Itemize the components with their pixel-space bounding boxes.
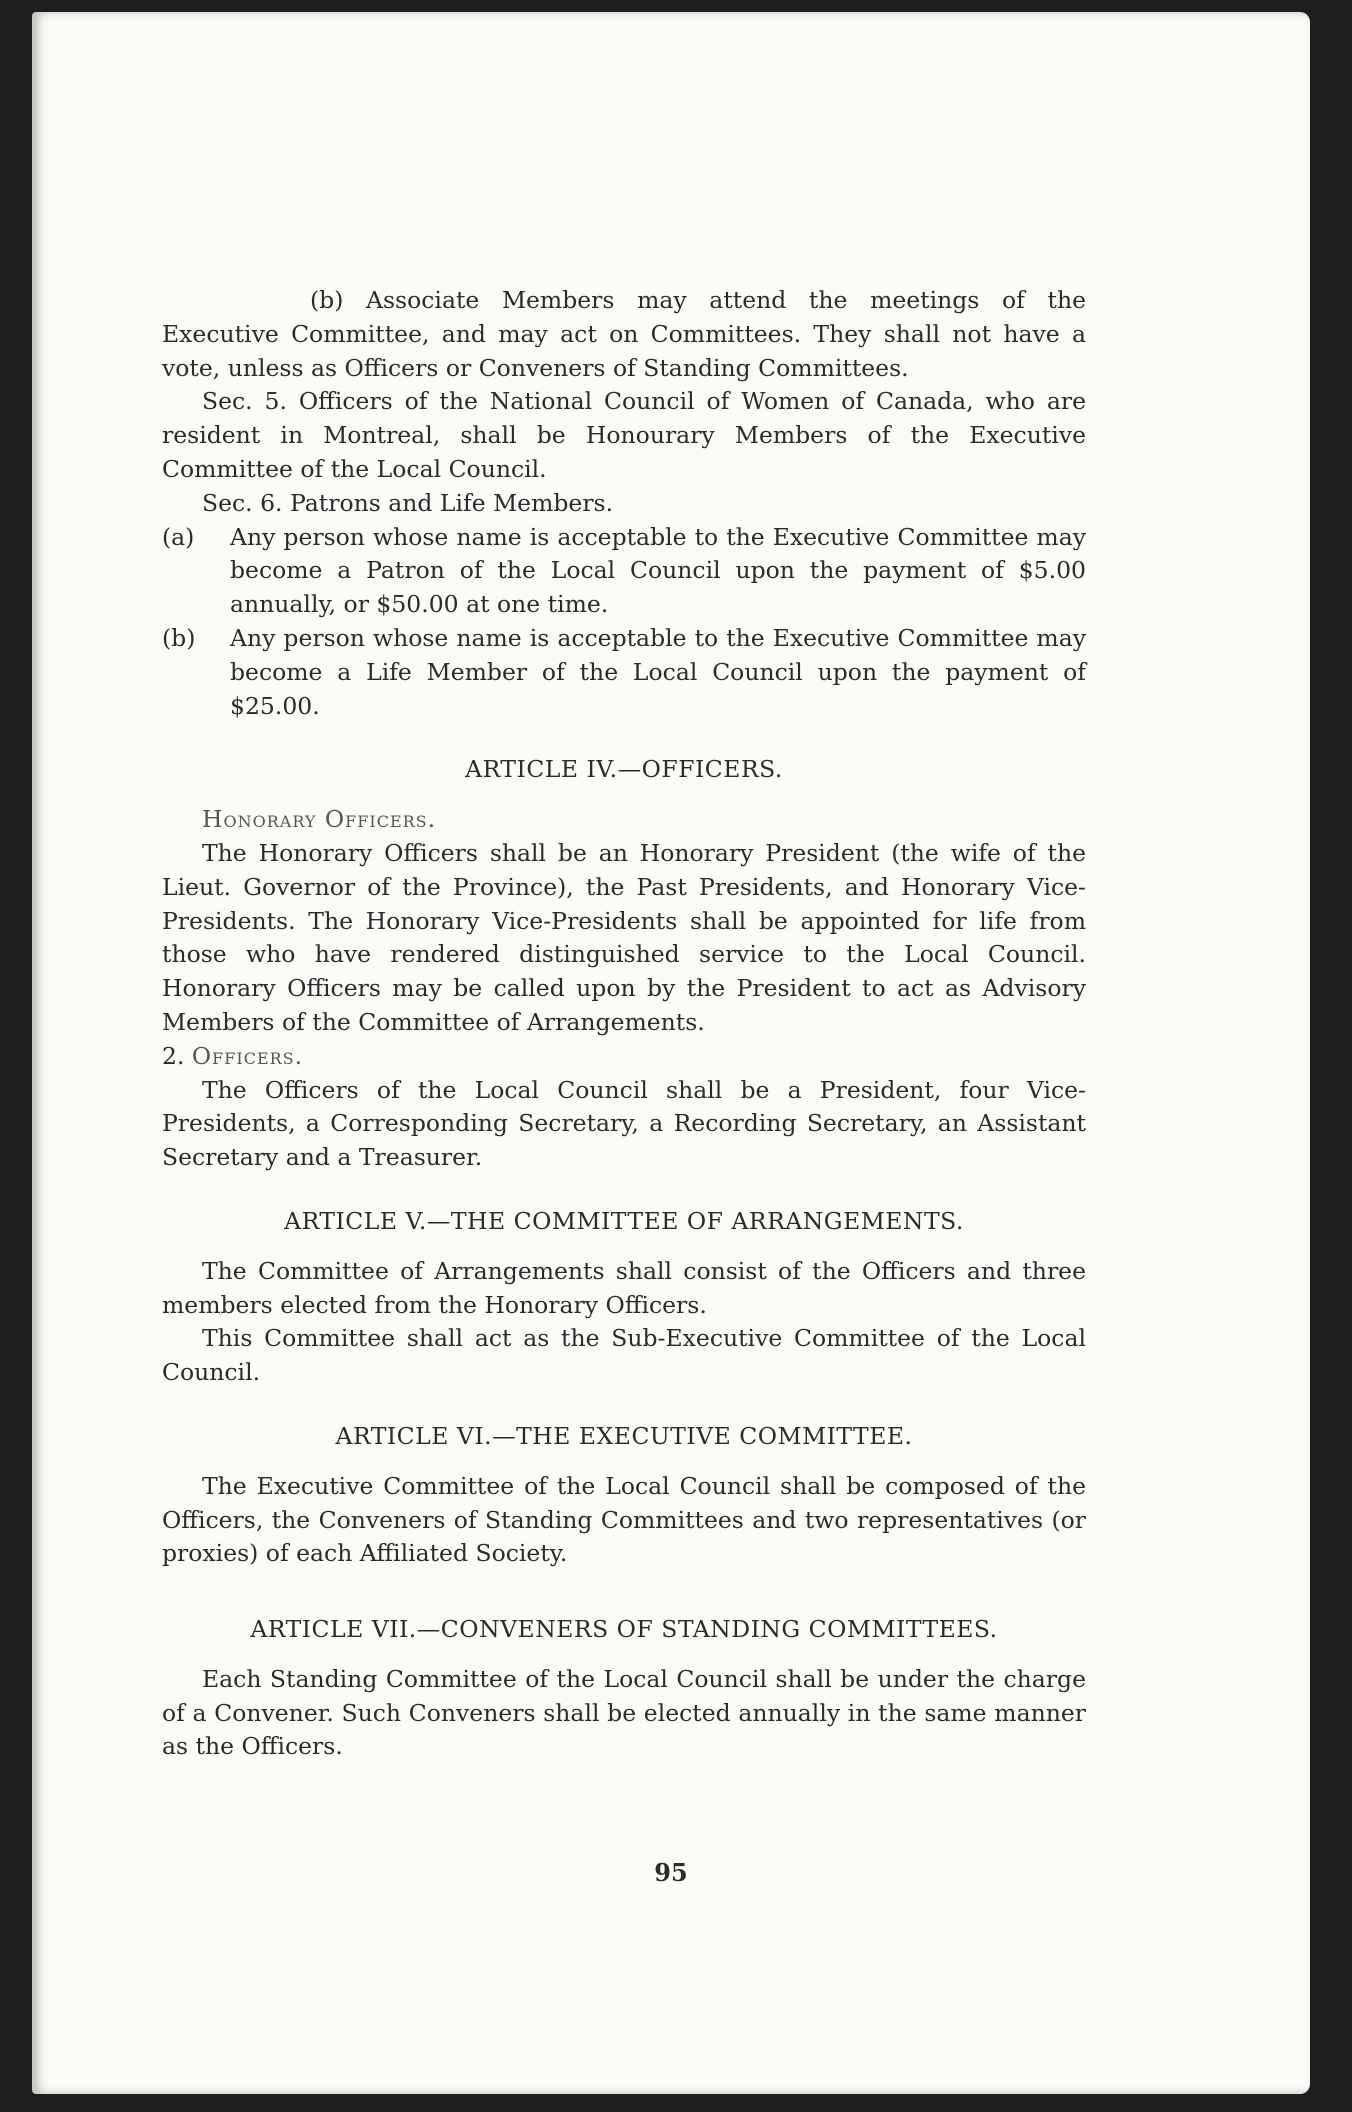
officers-label: Officers. (191, 1041, 304, 1070)
sec4-b-paragraph: (b) Associate Members may attend the meetings of the Executive Committee, and may act on Committees. They shall not have a vote, unless as Officers or Conveners of Standing Committees. (162, 286, 1086, 382)
sec5-paragraph: Sec. 5. Officers of the National Council of Women of Canada, who are resident in Montreal, shall be Honourary Members of the Executive Committee of the Local Council. (162, 387, 1086, 483)
article4-heading: ARTICLE IV.—OFFICERS. (465, 755, 783, 784)
article7-heading: ARTICLE VII.—CONVENERS OF STANDING COMMITTEES. (250, 1615, 998, 1644)
sec6-item-a-label: (a) (162, 522, 195, 551)
sec6-item-a-text: Any person whose name is acceptable to the Executive Committee may become a Patron of the Local Council upon the payment of $5.00 annually, or $50.00 at one time. (230, 522, 1086, 619)
document-page (32, 12, 1310, 2094)
honorary-officers-subhead: Honorary Officers. (202, 805, 437, 834)
officers-number: 2. (162, 1041, 185, 1070)
page-number: 95 (654, 1858, 688, 1887)
sec6-item-a (162, 521, 1086, 622)
page-text (162, 284, 1086, 1764)
article5-paragraph-2: This Committee shall act as the Sub-Executive Committee of the Local Council. (162, 1324, 1086, 1387)
article6-paragraph: The Executive Committee of the Local Council shall be composed of the Officers, the Conveners of Standing Committees and two representatives (or proxies) of each Affiliated Society. (162, 1471, 1086, 1568)
sec6-item-b-label: (b) (162, 623, 196, 652)
honorary-officers-paragraph: The Honorary Officers shall be an Honorary President (the wife of the Lieut. Governor of the Province), the Past Presidents, and Honorary Vice-Presidents. The Honorary Vice-Presidents shall be appointed for life from those who have rendered distinguished service to the Local Council. Honorary Officers may be called upon by the President to act as Advisory Members of the Committee of Arrangements. (162, 838, 1086, 1036)
officers-paragraph: The Officers of the Local Council shall be a President, four Vice-Presidents, a Corresponding Secretary, a Recording Secretary, an Assistant Secretary and a Treasurer. (162, 1075, 1086, 1172)
sec6-item-b (162, 622, 1086, 723)
article5-paragraph-1: The Committee of Arrangements shall consist of the Officers and three members elected from the Honorary Officers. (162, 1256, 1086, 1319)
sec6-title: Sec. 6. Patrons and Life Members. (202, 488, 614, 517)
officers-subhead (162, 1040, 1086, 1074)
article7-paragraph: Each Standing Committee of the Local Council shall be under the charge of a Convener. Such Conveners shall be elected annually in the same manner as the Officers. (162, 1664, 1086, 1761)
article6-heading: ARTICLE VI.—THE EXECUTIVE COMMITTEE. (335, 1421, 913, 1450)
article5-heading: ARTICLE V.—THE COMMITTEE OF ARRANGEMENTS. (284, 1206, 964, 1235)
sec6-item-b-text: Any person whose name is acceptable to the Executive Committee may become a Life Member of the Local Council upon the payment of $25.00. (230, 623, 1086, 720)
